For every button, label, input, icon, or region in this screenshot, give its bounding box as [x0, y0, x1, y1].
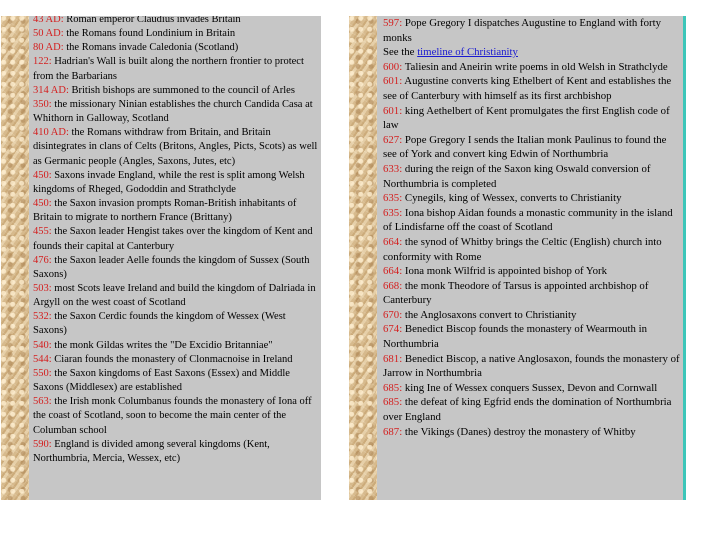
entry-date: 540:: [33, 339, 52, 351]
entry-date: 627:: [383, 133, 403, 146]
timeline-entry: [383, 74, 680, 103]
timeline-entry: [33, 339, 318, 353]
timeline-entry: [33, 169, 318, 197]
entry-text: Pope Gregory I dispatches Augustine to England with forty monks: [383, 17, 661, 44]
entry-date: 633:: [383, 162, 403, 175]
entry-date: 635:: [383, 192, 403, 205]
entry-text: British bishops are summoned to the council of Arles: [68, 84, 295, 96]
entry-text: the synod of Whitby brings the Celtic (English) church into conformity with Rome: [383, 235, 662, 263]
entry-date: 681:: [383, 352, 403, 365]
timeline-entry: [33, 27, 318, 41]
entry-text: most Scots leave Ireland and build the kingdom of Dalriada in Argyll on the west coast of Scotland: [33, 282, 316, 309]
entry-date: 550:: [33, 367, 52, 379]
timeline-entry: [383, 45, 680, 60]
entry-text: the Anglosaxons convert to Christianity: [402, 308, 577, 321]
entry-text: Iona bishop Aidan founds a monastic community in the island of Lindisfarne off the coast of Scotland: [383, 206, 673, 234]
entry-text: Saxons invade England, while the rest is split among Welsh kingdoms of Rheged, Gododdin and Strathclyde: [33, 169, 305, 195]
parchment-texture-strip: [349, 16, 377, 500]
timeline-entry: [33, 310, 318, 338]
entry-text: the Romans found Londinium in Britain: [63, 28, 236, 40]
timeline-entry: [33, 353, 318, 367]
entry-date: 43 AD:: [33, 16, 64, 25]
entry-text: Cynegils, king of Wessex, converts to Christianity: [402, 192, 622, 205]
entry-text: the Saxon kingdoms of East Saxons (Essex) and Middle Saxons (Middlesex) are established: [33, 367, 290, 394]
entry-text: Ciaran founds the monastery of Clonmacnoise in Ireland: [51, 353, 293, 365]
timeline-entry: [33, 197, 318, 225]
entry-text: Roman emperor Claudius invades Britain: [63, 16, 241, 25]
entry-text: the defeat of king Egfrid ends the domination of Northumbria over England: [383, 396, 672, 424]
timeline-entry: [33, 84, 318, 98]
entry-text: the Saxon Cerdic founds the kingdom of Wessex (West Saxons): [33, 311, 286, 337]
entry-text: Benedict Biscop founds the monastery of Wearmouth in Northumbria: [383, 323, 648, 351]
entry-date: 410 AD:: [33, 127, 69, 139]
timeline-entry: [33, 395, 318, 437]
entry-date: 314 AD:: [33, 84, 69, 96]
entry-date: 122:: [33, 56, 52, 68]
entry-text: the Saxon leader Hengist takes over the kingdom of Kent and founds their capital at Canterbury: [33, 226, 313, 252]
entry-date: 687:: [383, 425, 403, 438]
timeline-entry: [33, 225, 318, 253]
entry-text: the missionary Ninian establishes the church Candida Casa at Whithorn in Galloway, Scotland: [33, 98, 313, 125]
entry-date: 668:: [383, 279, 403, 292]
entry-date: 590:: [33, 438, 52, 450]
entry-text: the Saxon invasion prompts Roman-British inhabitants of Britain to migrate to northern France (Brittany): [33, 198, 297, 224]
timeline-entry: [33, 55, 318, 83]
timeline-entry: [383, 16, 680, 45]
entry-date: 450:: [33, 169, 52, 181]
timeline-entry: [33, 367, 318, 395]
timeline-of-christianity-link[interactable]: timeline of Christianity: [417, 46, 518, 59]
timeline-entry: [33, 41, 318, 55]
entry-text: Iona monk Wilfrid is appointed bishop of York: [402, 265, 608, 278]
timeline-entry: [383, 206, 680, 235]
timeline-entry: [383, 381, 680, 396]
entry-text: king Aethelbert of Kent promulgates the first English code of law: [383, 104, 670, 132]
timeline-entry: [383, 162, 680, 191]
timeline-entry: [33, 126, 318, 168]
entry-text: the monk Gildas writes the "De Excidio Britanniae": [51, 339, 273, 351]
timeline-entry: [33, 16, 318, 27]
entry-date: 601:: [383, 104, 403, 117]
entry-date: 635:: [383, 206, 403, 219]
entry-date: 664:: [383, 235, 403, 248]
entry-date: 563:: [33, 396, 52, 408]
entry-date: 685:: [383, 396, 403, 409]
timeline-list: [33, 16, 318, 466]
parchment-texture-strip: [1, 16, 29, 500]
timeline-entry: [383, 60, 680, 75]
timeline-entry: [383, 191, 680, 206]
entry-date: 450:: [33, 198, 52, 210]
entry-date: 476:: [33, 254, 52, 266]
entry-text: the Vikings (Danes) destroy the monastery of Whitby: [402, 425, 636, 438]
entry-date: 50 AD:: [33, 28, 64, 40]
entry-text: See the: [383, 46, 418, 59]
entry-text: Taliesin and Aneirin write poems in old Welsh in Strathclyde: [402, 60, 668, 73]
timeline-entry: [383, 133, 680, 162]
entry-date: 597:: [383, 17, 403, 29]
entry-text: Pope Gregory I sends the Italian monk Paulinus to found the see of York and convert king Edwin of Northumbria: [383, 133, 667, 161]
entry-date: 80 AD:: [33, 42, 64, 54]
entry-text: the Romans withdraw from Britain, and Britain disintegrates in clans of Celts (Britons, Angles, Picts, Scots) as well as Germanic people (Angles, Saxons, Jutes, etc): [33, 127, 318, 167]
entry-date: 455:: [33, 226, 52, 238]
timeline-entry: [383, 352, 680, 381]
entry-date: 532:: [33, 311, 52, 323]
timeline-panel-right: [349, 16, 686, 500]
timeline-entry: [383, 322, 680, 351]
timeline-entry: [33, 438, 318, 466]
entry-text: Benedict Biscop, a native Anglosaxon, founds the monastery of Jarrow in Northumbria: [383, 352, 680, 380]
entry-text: king Ine of Wessex conquers Sussex, Devon and Cornwall: [402, 381, 658, 394]
timeline-entry: [33, 282, 318, 310]
entry-date: 601:: [383, 75, 403, 88]
timeline-entry: [383, 279, 680, 308]
timeline-panel-left: [1, 16, 321, 500]
entry-date: 685:: [383, 381, 403, 394]
entry-text: during the reign of the Saxon king Oswald conversion of Northumbria is completed: [383, 162, 651, 190]
entry-text: the Irish monk Columbanus founds the monastery of Iona off the coast of Scotland, soon to become the main center of the Columban school: [33, 396, 312, 436]
entry-date: 664:: [383, 265, 403, 278]
timeline-entry: [383, 235, 680, 264]
timeline-entry: [33, 254, 318, 282]
timeline-entry: [383, 104, 680, 133]
entry-date: 503:: [33, 282, 52, 294]
entry-date: 350:: [33, 98, 52, 110]
entry-text: the monk Theodore of Tarsus is appointed archbishop of Canterbury: [383, 279, 649, 307]
entry-text: the Saxon leader Aelle founds the kingdom of Sussex (South Saxons): [33, 254, 310, 280]
entry-text: Augustine converts king Ethelbert of Kent and establishes the see of Canterbury with himself as its first archbishop: [383, 75, 672, 102]
entry-date: 600:: [383, 60, 403, 73]
entry-text: the Romans invade Caledonia (Scotland): [63, 42, 239, 54]
entry-text: England is divided among several kingdoms (Kent, Northumbria, Mercia, Wessex, etc): [33, 438, 270, 464]
entry-date: 674:: [383, 323, 403, 336]
timeline-entry: [383, 425, 680, 440]
timeline-list: [383, 16, 680, 439]
timeline-entry: [383, 308, 680, 323]
entry-date: 544:: [33, 353, 52, 365]
entry-text: Hadrian's Wall is built along the northern frontier to protect from the Barbarians: [33, 56, 304, 82]
timeline-entry: [383, 264, 680, 279]
timeline-entry: [33, 98, 318, 126]
entry-date: 670:: [383, 308, 403, 321]
timeline-entry: [383, 395, 680, 424]
